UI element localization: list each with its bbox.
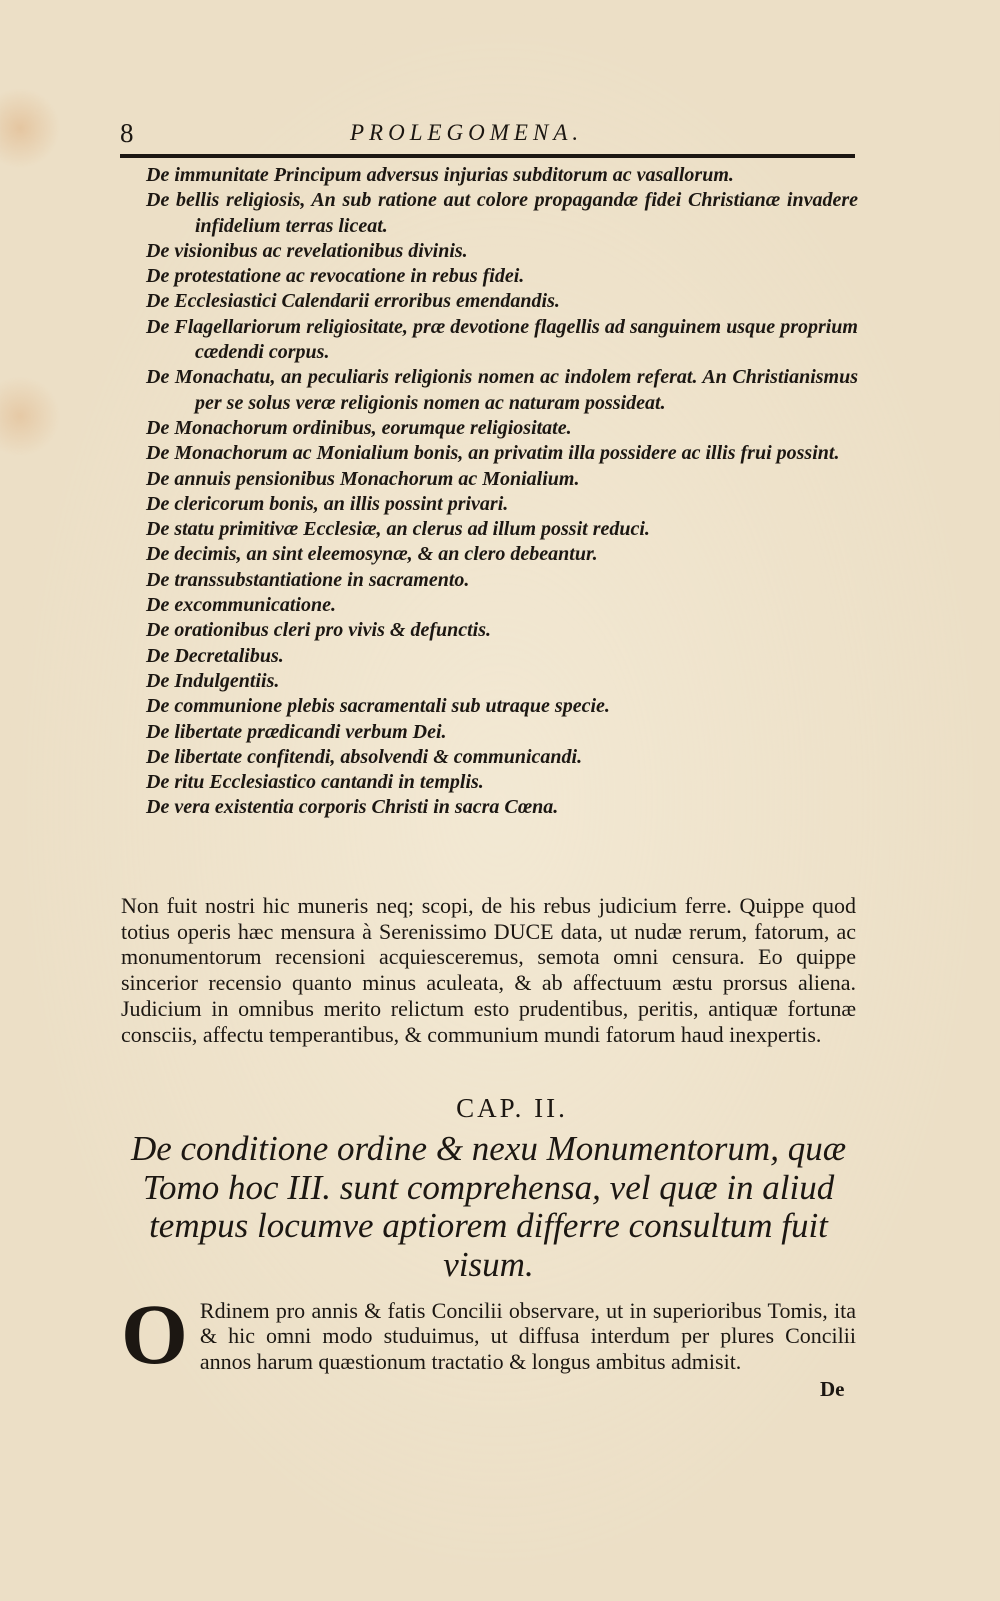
topic-item: De orationibus cleri pro vivis & defunctis. xyxy=(146,619,491,642)
chapter-title: De conditione ordine & nexu Monumentorum, quæ Tomo hoc III. sunt comprehensa, vel quæ in aliud tempus locumve aptiorem differre consultum fuit visum. xyxy=(130,1129,847,1284)
page-number: 8 xyxy=(120,118,134,148)
chapter-number: CAP. II. xyxy=(456,1093,568,1123)
topic-item: De decimis, an sint eleemosynæ, & an clero debeantur. xyxy=(146,543,598,566)
running-title: PROLEGOMENA. xyxy=(350,120,584,145)
header-rule xyxy=(120,154,855,158)
topic-item: De Monachorum ordinibus, eorumque religiositate. xyxy=(146,416,572,439)
topic-item: De clericorum bonis, an illis possint privari. xyxy=(146,492,509,515)
topic-item: De Ecclesiastici Calendarii erroribus emendandis. xyxy=(146,290,560,313)
topic-item: De protestatione ac revocatione in rebus fidei. xyxy=(146,265,525,288)
topics-list xyxy=(146,163,858,821)
topic-item: De communione plebis sacramentali sub utraque specie. xyxy=(146,695,610,718)
topic-item: De Monachatu, an peculiaris religionis nomen ac indolem referat. An Christianismus per se solus veræ religionis nomen ac naturam possideat. xyxy=(146,366,858,414)
chapter-body-paragraph xyxy=(121,1286,856,1382)
topic-item: De bellis religiosis, An sub ratione aut colore propagandæ fidei Christianæ invadere infidelium terras liceat. xyxy=(146,189,858,237)
catchword: De xyxy=(820,1377,845,1401)
topic-item: De Decretalibus. xyxy=(146,644,284,667)
topic-item: De vera existentia corporis Christi in sacra Cœna. xyxy=(146,796,559,819)
running-head xyxy=(120,118,855,148)
topic-item: De Indulgentiis. xyxy=(146,669,280,692)
topic-item: De Monachorum ac Monialium bonis, an privatim illa possidere ac illis frui possint. xyxy=(146,442,840,465)
topic-item: De ritu Ecclesiastico cantandi in templis. xyxy=(146,771,484,794)
topic-item: De transsubstantiatione in sacramento. xyxy=(146,568,470,591)
closing-paragraph: Non fuit nostri hic muneris neq; scopi, de his rebus judicium ferre. Quippe quod totius operis hæc mensura à Serenissimo DUCE data, ut nudæ rerum, fatorum, ac monumentorum recensioni acquiesceremus, semota omni censura. Eo quippe sincerior recensio quanto minus aculeata, & ab affectuum æstu prorsus aliena. Judicium in omnibus merito relictum esto prudentibus, peritis, antiquæ fortunæ consciis, affectu temperantibus, & communium mundi fatorum haud inexpertis. xyxy=(121,893,856,1047)
topic-item: De immunitate Principum adversus injurias subditorum ac vasallorum. xyxy=(146,164,734,186)
drop-cap: O xyxy=(121,1286,188,1382)
topic-item: De Flagellariorum religiositate, præ devotione flagellis ad sanguinem usque proprium cædendi corpus. xyxy=(146,315,858,364)
topic-item: De excommunicatione. xyxy=(146,594,336,617)
body-text: Rdinem pro annis & fatis Concilii observare, ut in superioribus Tomis, ita & hic omni modo studuimus, ut diffusa interdum per plures Concilii annos harum quæstionum tractatio & longus ambitus admisit. xyxy=(199,1298,856,1374)
topic-item: De libertate prædicandi verbum Dei. xyxy=(146,720,447,743)
topic-item: De statu primitivæ Ecclesiæ, an clerus ad illum possit reduci. xyxy=(146,518,650,541)
topic-item: De visionibus ac revelationibus divinis. xyxy=(146,239,468,262)
topic-item: De libertate confitendi, absolvendi & communicandi. xyxy=(146,745,583,768)
topic-item: De annuis pensionibus Monachorum ac Monialium. xyxy=(146,467,580,490)
